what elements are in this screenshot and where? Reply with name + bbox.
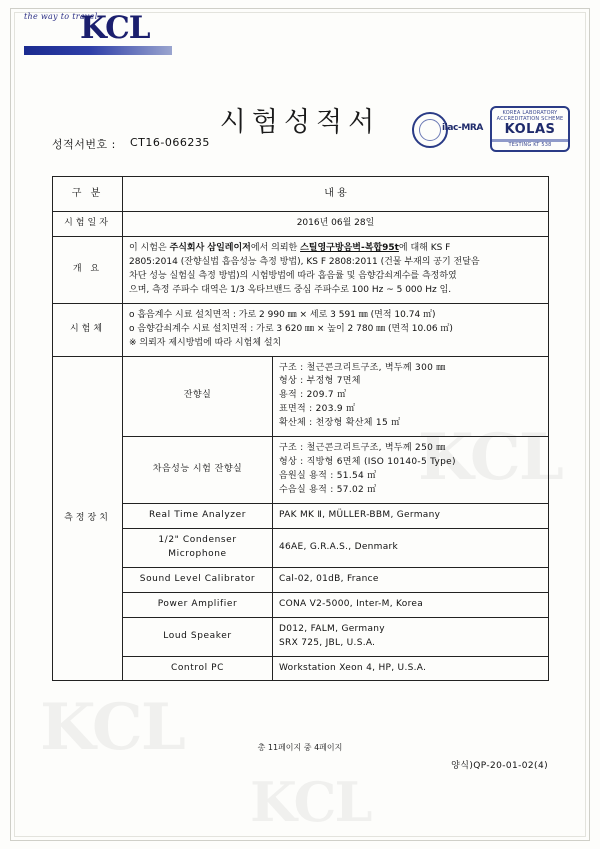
equipment-value: CONA V2-5000, Inter-M, Korea	[273, 592, 549, 617]
row-label-equipment: 측정장치	[53, 356, 123, 681]
report-number	[52, 136, 210, 152]
summary-seg-c: 에서 의뢰한	[250, 242, 301, 253]
summary-client: 주식회사 삼일레이저	[169, 242, 251, 253]
summary-seg-a: 이 시험은	[129, 242, 170, 253]
logo-wordmark: KCL	[80, 10, 150, 46]
table-header-row	[53, 177, 549, 212]
watermark: KCL	[40, 690, 184, 765]
table-row-equipment-control-pc	[53, 656, 549, 681]
table-row-test-date	[53, 212, 549, 237]
page-title: 시험성적서	[219, 107, 381, 138]
equipment-value-line: 용적 : 209.7 ㎥	[279, 390, 347, 401]
table-row-equipment-calibrator	[53, 567, 549, 592]
summary-line-4: 으며, 측정 주파수 대역은 1/3 옥타브밴드 중심 주파수로 100 Hz ~ 5 000 Hz 임.	[129, 284, 452, 295]
specimen-line-2: o 음향감쇠계수 시료 설치면적 : 가로 3 620 ㎜ × 높이 2 780 ㎜ (면적 10.06 ㎡)	[129, 323, 453, 334]
kolas-main-text: KOLAS	[504, 122, 556, 137]
equipment-name: Control PC	[123, 656, 273, 681]
row-label-specimen: 시험체	[53, 303, 123, 356]
row-label-summary: 개 요	[53, 236, 123, 303]
equipment-value-line: 구조 : 철근콘크리트구조, 벽두께 250 ㎜	[279, 443, 446, 454]
watermark: KCL	[250, 770, 371, 834]
equipment-value-line: 수음실 용적 : 57.02 ㎥	[279, 485, 377, 495]
table-row-equipment-amplifier	[53, 592, 549, 617]
page-number-footer: 총 11페이지 중 4페이지	[257, 743, 343, 752]
table-row-specimen	[53, 303, 549, 356]
equipment-value: 46AE, G.R.A.S., Denmark	[273, 528, 549, 567]
table-row-summary	[53, 236, 549, 303]
equipment-value: Workstation Xeon 4, HP, U.S.A.	[273, 656, 549, 681]
kcl-logo	[22, 10, 172, 58]
equipment-value-line: SRX 725, JBL, U.S.A.	[279, 637, 376, 648]
equipment-name: 1/2" Condenser Microphone	[123, 528, 273, 567]
report-number-label: 성적서번호 :	[52, 138, 116, 151]
equipment-value-line: 표면적 : 203.9 ㎡	[279, 404, 356, 415]
table-row-equipment-microphone	[53, 528, 549, 567]
equipment-value: PAK MK Ⅱ, MÜLLER-BBM, Germany	[273, 503, 549, 528]
kolas-sub-text: TESTING KT 538	[508, 142, 552, 148]
report-table	[52, 176, 549, 681]
accreditation-marks	[412, 106, 572, 154]
equipment-value-line: 형상 : 직방형 6면체 (ISO 10140-5 Type)	[279, 457, 456, 468]
equipment-value-line: 음원실 용적 : 51.54 ㎥	[279, 471, 377, 482]
summary-line-1	[129, 242, 542, 256]
equipment-name: Loud Speaker	[123, 617, 273, 656]
table-row-equipment-sound-insulation-room	[53, 437, 549, 504]
specimen-line-1: o 흡음계수 시료 설치면적 : 가로 2 990 ㎜ × 세로 3 591 ㎜ (면적 10.74 ㎡)	[129, 309, 436, 320]
logo-tagline: the way to travel	[24, 12, 98, 21]
equipment-name: Real Time Analyzer	[123, 503, 273, 528]
equipment-value-line: 확산체 : 천장형 확산체 15 ㎡	[279, 418, 401, 429]
watermark: KCL	[418, 420, 562, 495]
equipment-name: 잔향실	[123, 356, 273, 437]
equipment-value-line: D012, FALM, Germany	[279, 623, 385, 634]
row-value-specimen	[123, 303, 549, 356]
equipment-value-line: 형상 : 부정형 7면체	[279, 376, 361, 387]
summary-line-3: 차단 성능 실험실 측정 방법)의 시험방법에 따라 흡음률 및 음향감쇠계수를 측정하였	[129, 270, 457, 281]
logo-bar-decoration	[24, 46, 172, 55]
header-cell-category: 구 분	[53, 177, 123, 212]
summary-seg-e: 에 대해 KS F	[398, 242, 451, 253]
kolas-top-text: KOREA LABORATORY ACCREDITATION SCHEME	[496, 110, 564, 122]
row-label-test-date: 시험일자	[53, 212, 123, 237]
equipment-value	[273, 617, 549, 656]
header-cell-content: 내 용	[123, 177, 549, 212]
table-row-equipment-speaker	[53, 617, 549, 656]
report-number-value: CT16-066235	[130, 136, 210, 149]
ilac-mra-label: ilac-MRA	[442, 123, 483, 133]
equipment-name: Power Amplifier	[123, 592, 273, 617]
kolas-mark-icon	[490, 106, 570, 152]
summary-product: 스틸영구방음벽-복합95t	[300, 242, 399, 253]
table-row-equipment-analyzer	[53, 503, 549, 528]
equipment-value-line: 구조 : 철근콘크리트구조, 벽두께 300 ㎜	[279, 362, 446, 373]
equipment-value: Cal-02, 01dB, France	[273, 567, 549, 592]
specimen-line-3: ※ 의뢰자 제시방법에 따라 시험체 설치	[129, 337, 282, 348]
summary-line-2: 2805:2014 (잔향실법 흡음성능 측정 방법), KS F 2808:2011 (건물 부재의 공기 전달음	[129, 256, 480, 267]
equipment-value	[273, 437, 549, 504]
equipment-value	[273, 356, 549, 437]
equipment-name: 차음성능 시험 잔향실	[123, 437, 273, 504]
row-value-summary	[123, 236, 549, 303]
ilac-mra-mark-icon	[412, 112, 486, 150]
row-value-test-date: 2016년 06월 28일	[123, 212, 549, 237]
equipment-name: Sound Level Calibrator	[123, 567, 273, 592]
form-number-footer: 양식)QP-20-01-02(4)	[451, 761, 548, 771]
table-row-equipment-reverb-room	[53, 356, 549, 437]
